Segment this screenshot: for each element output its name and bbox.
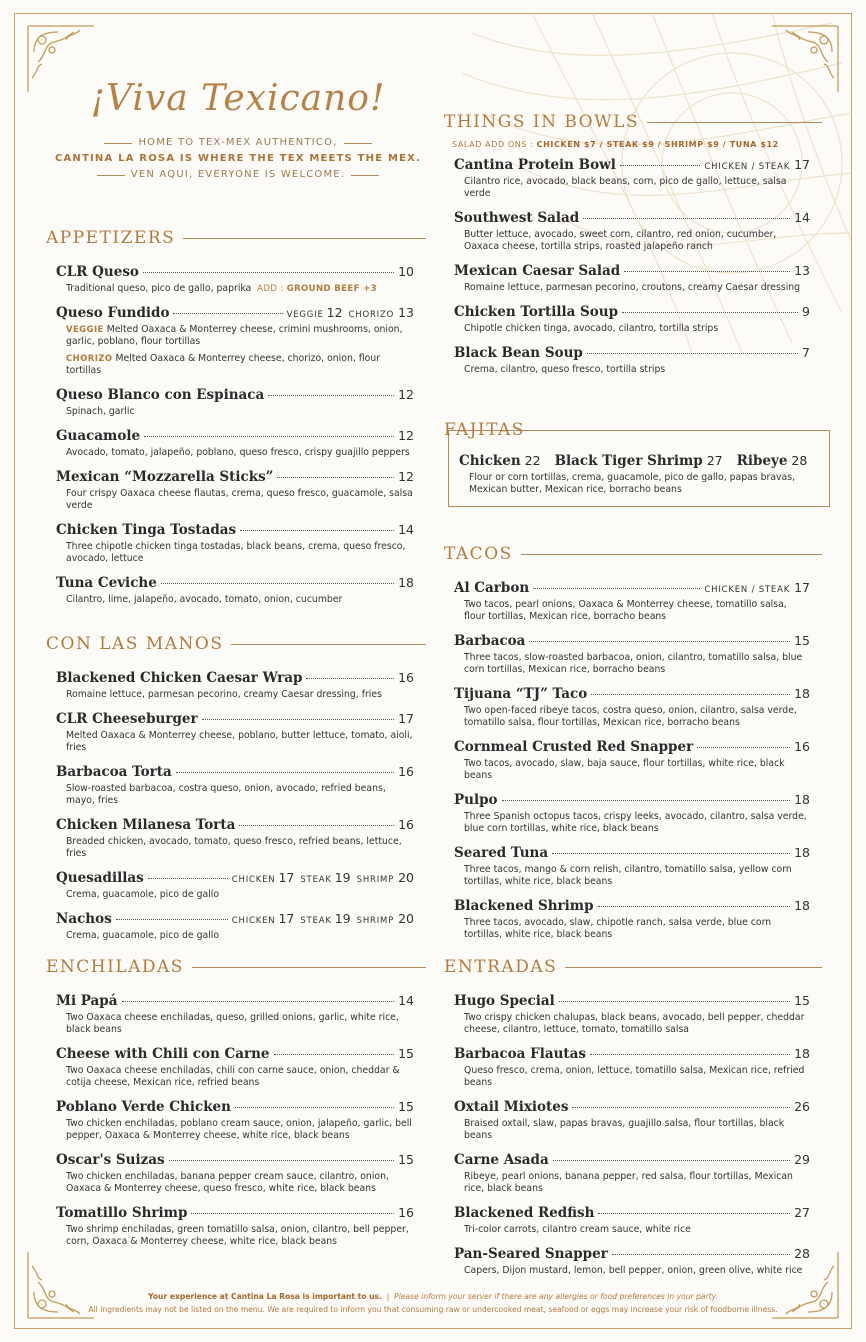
menu-item: Pulpo 18 Three Spanish octopus tacos, crispy leeks, avocado, cilantro, salsa verde, blue corn tortillas, white rice, black beans [454,792,810,834]
section-tacos [444,544,822,941]
item-desc: Avocado, tomato, jalapeño, poblano, queso fresco, crispy guajillo peppers [66,447,410,458]
menu-item: Tuna Ceviche 18 Cilantro, lime, jalapeño, avocado, tomato, onion, cucumber [56,575,414,605]
item-desc: Melted Oaxaca & Monterrey cheese, poblano, butter lettuce, tomato, aioli, fries [66,730,413,753]
item-desc: Two tacos, avocado, slaw, baja sauce, flour tortillas, white rice, black beans [464,758,785,781]
menu-item: Chicken Milanesa Torta 16 Breaded chicken, avocado, tomato, queso fresco, refried beans, lettuce, fries [56,817,414,859]
item-price: 10 [398,264,414,279]
menu-item: Cornmeal Crusted Red Snapper 16 Two tacos, avocado, slaw, baja sauce, flour tortillas, white rice, black beans [454,739,810,781]
menu-item: Black Bean Soup 7 Crema, cilantro, queso fresco, tortilla strips [454,345,810,375]
item-desc: Two Oaxaca cheese enchiladas, queso, grilled onions, garlic, white rice, black beans [66,1012,399,1035]
item-desc: Crema, cilantro, queso fresco, tortilla strips [464,364,666,375]
item-desc: Ribeye, pearl onions, banana pepper, red salsa, flour tortillas, Mexican rice, black beans [464,1171,793,1194]
item-desc: Three tacos, mango & corn relish, cilantro, tomatillo salsa, yellow corn tortillas, white rice, black beans [464,864,792,887]
item-desc: Romaine lettuce, parmesan pecorino, creamy Caesar dressing, fries [66,689,382,700]
item-desc: Chipotle chicken tinga, avocado, cilantro, tortilla strips [464,323,719,334]
brand-block [48,78,428,183]
menu-item: Pan-Seared Snapper 28 Capers, Dijon mustard, lemon, bell pepper, onion, green olive, white rice [454,1246,810,1276]
section-title: ENTRADAS [444,957,822,977]
item-desc: Two tacos, pearl onions, Oaxaca & Monterrey cheese, tomatillo salsa, flour tortillas, Mexican rice, borracho beans [464,599,787,622]
item-desc: Two crispy chicken chalupas, black beans, avocado, bell pepper, cheddar cheese, cilantro, lettuce, tomato, tomatillo salsa [464,1012,805,1035]
addon-value: GROUND BEEF +3 [286,284,377,294]
item-desc: Braised oxtail, slaw, papas bravas, guajillo salsa, flour tortillas, black beans [464,1118,785,1141]
tagline-2: CANTINA LA ROSA IS WHERE THE TEX MEETS THE MEX. [54,153,422,164]
menu-item: Oscar's Suizas 15 Two chicken enchiladas, banana pepper cream sauce, cilantro, onion, Oaxaca & Monterrey cheese, queso fresco, white rice, black beans [56,1152,414,1194]
menu-item: Seared Tuna 18 Three tacos, mango & corn relish, cilantro, tomatillo salsa, yellow corn tortillas, white rice, black beans [454,845,810,887]
menu-item [56,264,414,295]
menu-item: Guacamole 12 Avocado, tomato, jalapeño, poblano, queso fresco, crispy guajillo peppers [56,428,414,458]
menu-item: Barbacoa Torta 16 Slow-roasted barbacoa, costra queso, onion, avocado, refried beans, mayo, fries [56,764,414,806]
item-desc: Two chicken enchiladas, poblano cream sauce, onion, jalapeño, garlic, bell pepper, Oaxaca & Monterrey cheese, white rice, black beans [66,1118,412,1141]
menu-item: Al Carbon CHICKEN / STEAK 17 Two tacos, pearl onions, Oaxaca & Monterrey cheese, tomatillo salsa, flour tortillas, Mexican rice, borracho beans [454,580,810,622]
section-title: CON LAS MANOS [46,634,426,654]
item-desc: Slow-roasted barbacoa, costra queso, onion, avocado, refried beans, mayo, fries [66,783,386,806]
menu-item: Cantina Protein Bowl CHICKEN / STEAK 17 Cilantro rice, avocado, black beans, corn, pico de gallo, lettuce, salsa verde [454,157,810,199]
menu-item: Blackened Shrimp 18 Three tacos, avocado, slaw, chipotle ranch, salsa verde, blue corn tortillas, white rice, black beans [454,898,810,940]
item-desc: Crema, guacamole, pico de gallo [66,889,220,900]
section-title: THINGS IN BOWLS [444,112,822,132]
salad-addons: SALAD ADD ONS : CHICKEN $7 / STEAK $9 / SHRIMP $9 / TUNA $12 [452,140,779,149]
corner-ornament-icon [762,22,842,102]
menu-item: Blackened Chicken Caesar Wrap 16 Romaine lettuce, parmesan pecorino, creamy Caesar dressing, fries [56,670,414,700]
item-desc: Capers, Dijon mustard, lemon, bell pepper, onion, green olive, white rice [464,1265,803,1276]
item-desc: Traditional queso, pico de gallo, paprika [66,283,252,294]
item-desc: Two chicken enchiladas, banana pepper cream sauce, cilantro, onion, Oaxaca & Monterrey cheese, queso fresco, white rice, black beans [66,1171,389,1194]
section-entradas [444,957,822,1277]
section-appetizers [46,228,426,606]
menu-item: Poblano Verde Chicken 15 Two chicken enchiladas, poblano cream sauce, onion, jalapeño, garlic, bell pepper, Oaxaca & Monterrey cheese, white rice, black beans [56,1099,414,1141]
item-desc: Three tacos, slow-roasted barbacoa, onion, cilantro, tomatillo salsa, blue corn tortillas, Mexican rice, borracho beans [464,652,803,675]
menu-item: Tomatillo Shrimp 16 Two shrimp enchiladas, green tomatillo salsa, onion, cilantro, bell pepper, corn, Oaxaca & Monterrey cheese, white rice, black beans [56,1205,414,1247]
item-desc: Two open-faced ribeye tacos, costra queso, onion, cilantro, salsa verde, tomatillo salsa, flour tortillas, Mexican rice, borracho beans [464,705,797,728]
menu-item: Mexican “Mozzarella Sticks” 12 Four crispy Oaxaca cheese flautas, crema, queso fresco, guacamole, salsa verde [56,469,414,511]
item-name: Queso Fundido [56,305,170,321]
item-desc: Queso fresco, crema, onion, lettuce, tomatillo salsa, Mexican rice, refried beans [464,1065,805,1088]
item-desc: Two Oaxaca cheese enchiladas, chili con carne sauce, onion, cheddar & cotija cheese, Mexican rice, refried beans [66,1065,400,1088]
item-desc: Three chipotle chicken tinga tostadas, black beans, crema, queso fresco, avocado, lettuce [66,541,406,564]
menu-item: Hugo Special 15 Two crispy chicken chalupas, black beans, avocado, bell pepper, cheddar cheese, cilantro, lettuce, tomato, tomatillo salsa [454,993,810,1035]
footer-notice: Your experience at Cantina La Rosa is important to us. | Please inform your server if there are any allergies or food preferences in your party. All ingredients may not be listed on the menu. We are required to inform you that consuming raw or undercooked meat, seafood or eggs may increase your risk of foodborne illness. [60,1290,806,1316]
menu-item: Nachos CHICKEN 17 STEAK 19 SHRIMP 20 Crema, guacamole, pico de gallo [56,911,414,941]
menu-item: Mi Papá 14 Two Oaxaca cheese enchiladas, queso, grilled onions, garlic, white rice, black beans [56,993,414,1035]
item-desc: Melted Oaxaca & Monterrey cheese, crimini mushrooms, onion, garlic, poblano, flour tortillas [66,324,403,347]
menu-item: Queso Blanco con Espinaca 12 Spinach, garlic [56,387,414,417]
section-fajitas [444,420,832,507]
item-desc: Tri-color carrots, cilantro cream sauce, white rice [464,1224,691,1235]
allergy-disclaimer: All ingredients may not be listed on the menu. We are required to inform you that consuming raw or undercooked meat, seafood or eggs may increase your risk of foodborne illness. [88,1305,778,1314]
item-desc: Three Spanish octopus tacos, crispy leeks, avocado, cilantro, salsa verde, blue corn tortillas, white rice, black beans [464,811,807,834]
tagline-1: HOME TO TEX-MEX AUTHENTICO, [138,137,338,148]
item-desc: Romaine lettuce, parmesan pecorino, croutons, creamy Caesar dressing [464,282,801,293]
section-bowls [444,112,822,376]
item-desc: Crema, guacamole, pico de gallo [66,930,220,941]
item-name: CLR Queso [56,264,139,280]
section-title: ENCHILADAS [46,957,426,977]
menu-item: Cheese with Chili con Carne 15 Two Oaxaca cheese enchiladas, chili con carne sauce, onion, cheddar & cotija cheese, Mexican rice, refried beans [56,1046,414,1088]
menu-item: Mexican Caesar Salad 13 Romaine lettuce, parmesan pecorino, croutons, creamy Caesar dressing [454,263,810,293]
item-desc: Two shrimp enchiladas, green tomatillo salsa, onion, cilantro, bell pepper, corn, Oaxaca & Monterrey cheese, white rice, black beans [66,1224,409,1247]
brand-title: ¡Viva Texicano! [90,78,386,119]
item-price: 13 [398,305,414,320]
addon-label: ADD : [257,284,284,294]
section-enchiladas [46,957,426,1248]
item-desc: Flour or corn tortillas, crema, guacamole, pico de gallo, papas bravas, Mexican butter, Mexican rice, borracho beans [469,472,796,495]
menu-item: CLR Cheeseburger 17 Melted Oaxaca & Monterrey cheese, poblano, butter lettuce, tomato, aioli, fries [56,711,414,753]
fajitas-options: Chicken 22 Black Tiger Shrimp 27 Ribeye 28 [459,453,808,469]
item-desc: Four crispy Oaxaca cheese flautas, crema, queso fresco, guacamole, salsa verde [66,488,413,511]
item-desc: Melted Oaxaca & Monterrey cheese, chorizo, onion, flour tortillas [66,353,381,376]
item-desc: Cilantro, lime, jalapeño, avocado, tomato, onion, cucumber [66,594,343,605]
menu-item: Barbacoa 15 Three tacos, slow-roasted barbacoa, onion, cilantro, tomatillo salsa, blue corn tortillas, Mexican rice, borracho beans [454,633,810,675]
item-desc: Three tacos, avocado, slaw, chipotle ranch, salsa verde, blue corn tortillas, white rice, black beans [464,917,772,940]
menu-item: Chicken Tinga Tostadas 14 Three chipotle chicken tinga tostadas, black beans, crema, queso fresco, avocado, lettuce [56,522,414,564]
menu-item: Queso Fundido VEGGIE 12 CHORIZO 13 VEGGIE Melted Oaxaca & Monterrey cheese, crimini mushrooms, onion, garlic, poblano, flour tortillas CHORIZO Melted Oaxaca & Monterrey cheese, chorizo, onion, flour tortillas [56,305,414,376]
section-title: FAJITAS [444,420,534,440]
menu-item: Southwest Salad 14 Butter lettuce, avocado, sweet corn, cilantro, red onion, cucumber, Oaxaca cheese, tortilla strips, roasted jalapeño ranch [454,210,810,252]
menu-item: Carne Asada 29 Ribeye, pearl onions, banana pepper, red salsa, flour tortillas, Mexican rice, black beans [454,1152,810,1194]
section-title: APPETIZERS [46,228,426,248]
menu-item: Tijuana “TJ” Taco 18 Two open-faced ribeye tacos, costra queso, onion, cilantro, salsa verde, tomatillo salsa, flour tortillas, Mexican rice, borracho beans [454,686,810,728]
item-desc: Breaded chicken, avocado, tomato, queso fresco, refried beans, lettuce, fries [66,836,402,859]
tagline-3: VEN AQUI, EVERYONE IS WELCOME. [130,169,346,180]
menu-item: Blackened Redfish 27 Tri-color carrots, cilantro cream sauce, white rice [454,1205,810,1235]
menu-item: Quesadillas CHICKEN 17 STEAK 19 SHRIMP 20 Crema, guacamole, pico de gallo [56,870,414,900]
item-desc: Spinach, garlic [66,406,135,417]
brand-tagline [48,135,428,183]
item-desc: Cilantro rice, avocado, black beans, corn, pico de gallo, lettuce, salsa verde [464,176,787,199]
menu-item: Barbacoa Flautas 18 Queso fresco, crema, onion, lettuce, tomatillo salsa, Mexican rice, refried beans [454,1046,810,1088]
section-title: TACOS [444,544,822,564]
fajitas-box [448,430,830,507]
menu-item: Oxtail Mixiotes 26 Braised oxtail, slaw, papas bravas, guajillo salsa, flour tortillas, black beans [454,1099,810,1141]
section-con-las-manos [46,634,426,942]
menu-item: Chicken Tortilla Soup 9 Chipotle chicken tinga, avocado, cilantro, tortilla strips [454,304,810,334]
item-desc: Butter lettuce, avocado, sweet corn, cilantro, red onion, cucumber, Oaxaca cheese, tortilla strips, roasted jalapeño ranch [464,229,777,252]
